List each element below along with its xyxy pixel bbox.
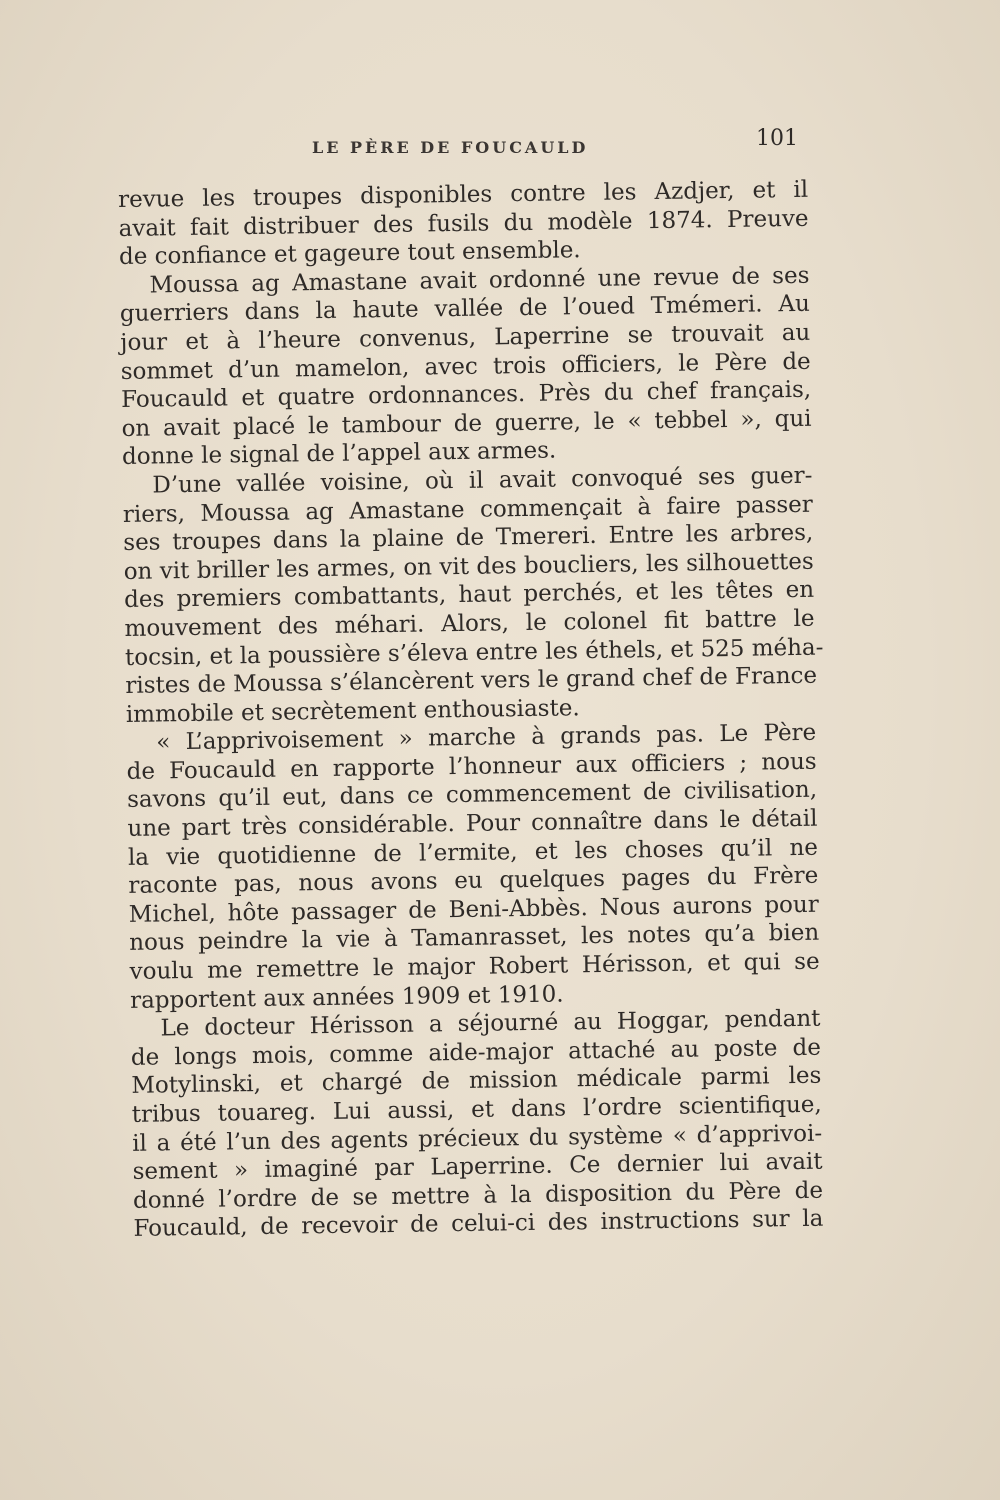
text-line: donne le signal de l’appel aux armes. [121,437,557,471]
text-line: avait fait distribuer des fusils du modèle 1874. Preuve [118,205,809,242]
text-line: savons qu’il eut, dans ce commencement de civilisation, [126,777,818,814]
text-line: revue les troupes disponibles contre les Azdjer, et il [118,176,809,213]
text-line: guerriers dans la haute vallée de l’oued Tmémeri. Au [119,291,811,328]
text-line: raconte pas, nous avons eu quelques pages du Frère [128,862,819,900]
text-line: de confiance et gageure tout ensemble. [118,237,581,271]
text-line: on vit briller les armes, on vit des boucliers, les silhouettes [123,548,814,585]
text-line: Motylinski, et chargé de mission médicale parmi les [131,1063,822,1100]
text-line: de Foucauld en rapporte l’honneur aux officiers ; nous [126,748,817,785]
text-line: sommet d’un mamelon, avec trois officiers, le Père de [120,348,811,385]
text-line: Moussa ag Amastane avait ordonné une revue de ses [149,262,810,299]
text-line: donné l’ordre de se mettre à la disposition du Père de [132,1177,824,1214]
text-line: ristes de Moussa s’élancèrent vers le grand chef de France [125,662,818,700]
text-line: « L’apprivoisement » marche à grands pas. Le Père [156,719,817,756]
body-text [118,176,824,1244]
text-line: de longs mois, comme aide-major attaché au poste de [130,1034,822,1071]
text-line: Foucauld, de recevoir de celui-ci des instructions sur la [133,1206,824,1243]
text-line: tribus touareg. Lui aussi, et dans l’ordre scientifique, [131,1091,822,1128]
text-line: il a été l’un des agents précieux du système « d’apprivoi- [132,1120,823,1157]
text-line: nous peindre la vie à Tamanrasset, les notes qu’a bien [129,920,820,957]
text-line: jour et à l’heure convenus, Laperrine se trouvait au [120,319,811,356]
text-line: immobile et secrètement enthousiaste. [125,694,580,728]
text-line: la vie quotidienne de l’ermite, et les choses qu’il ne [127,834,819,871]
text-line: ses troupes dans la plaine de Tmereri. Entre les arbres, [123,519,814,557]
text-line: Le docteur Hérisson a séjourné au Hoggar, pendant [160,1005,821,1042]
text-line: voulu me remettre le major Robert Hérisson, et qui se [129,948,820,985]
text-line: riers, Moussa ag Amastane commençait à faire passer [122,491,813,528]
text-line: rapportent aux années 1909 et 1910. [129,981,564,1014]
text-line: on avait placé le tambour de guerre, le « tebbel », qui [121,405,812,442]
text-line: des premiers combattants, haut perchés, et les têtes en [123,577,815,614]
text-line: Michel, hôte passager de Beni-Abbès. Nous aurons pour [128,891,819,928]
text-line: Foucauld et quatre ordonnances. Près du chef français, [120,376,812,414]
text-line: sement » imaginé par Laperrine. Ce dernier lui avait [132,1148,823,1186]
text-line: tocsin, et la poussière s’éleva entre les éthels, et 525 méha- [124,634,824,671]
text-line: mouvement des méhari. Alors, le colonel fit battre le [124,605,815,642]
page-number: 101 [756,126,798,151]
running-title: LE PÈRE DE FOUCAULD [312,138,589,157]
text-line: D’une vallée voisine, où il avait convoqué ses guer- [152,462,813,499]
text-line: une part très considérable. Pour connaître dans le détail [127,805,818,842]
